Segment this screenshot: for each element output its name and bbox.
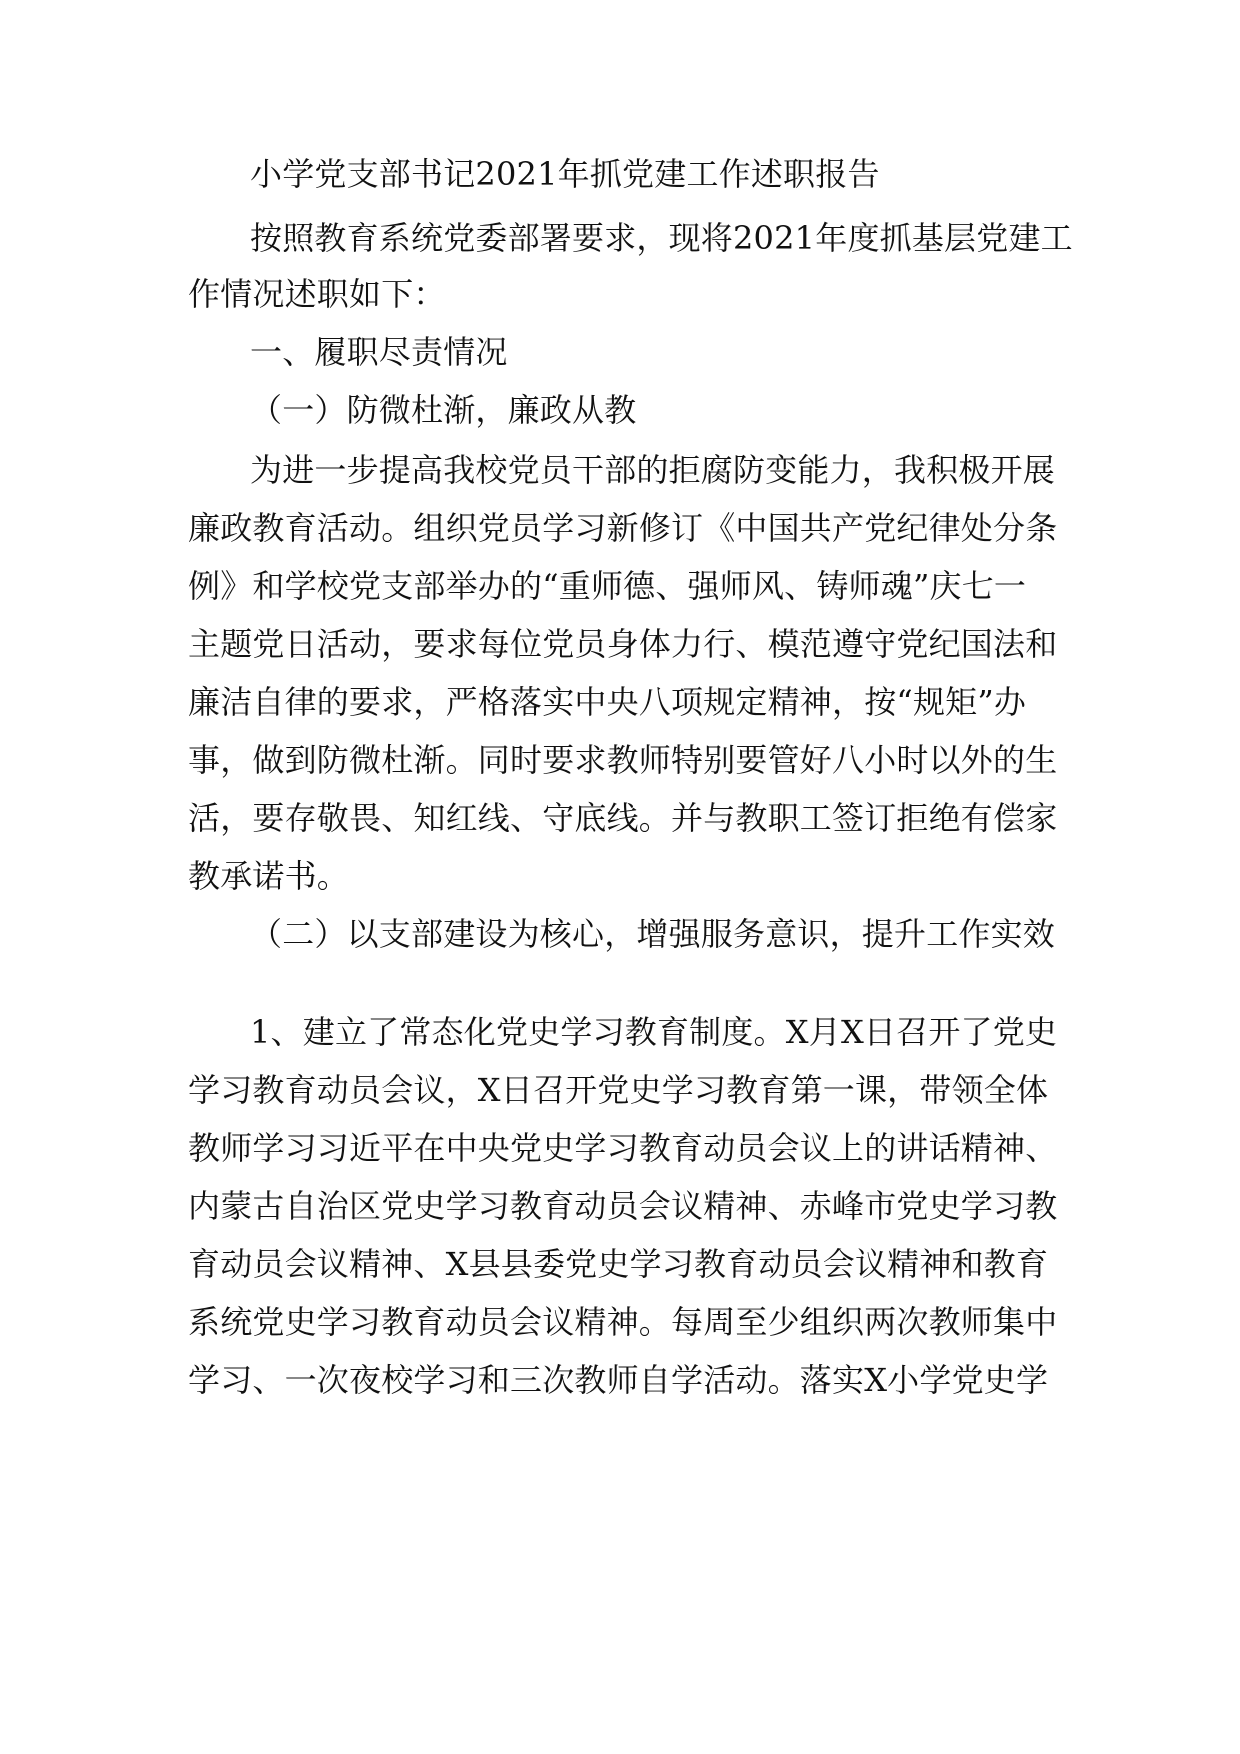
paragraph-line: 学习教育动员会议，X日召开党史学习教育第一课，带领全体	[188, 1071, 1049, 1109]
paragraph-line: 主题党日活动，要求每位党员身体力行、模范遵守党纪国法和	[188, 625, 1058, 663]
paragraph-line: 育动员会议精神、X县县委党史学习教育动员会议精神和教育	[188, 1245, 1049, 1283]
paragraph-line: 教师学习习近平在中央党史学习教育动员会议上的讲话精神、	[188, 1129, 1058, 1167]
document-title: 小学党支部书记2021年抓党建工作述职报告	[250, 155, 880, 193]
section-heading: 一、履职尽责情况	[250, 333, 508, 371]
subsection-heading: （一）防微杜渐，廉政从教	[250, 391, 637, 429]
paragraph-line: 事，做到防微杜渐。同时要求教师特别要管好八小时以外的生	[188, 741, 1058, 779]
paragraph-line: 按照教育系统党委部署要求，现将2021年度抓基层党建工	[250, 219, 1073, 257]
paragraph-line: 廉洁自律的要求，严格落实中央八项规定精神，按“规矩”办	[188, 683, 1027, 721]
paragraph-line: 活，要存敬畏、知红线、守底线。并与教职工签订拒绝有偿家	[188, 799, 1058, 837]
paragraph-line: 为进一步提高我校党员干部的拒腐防变能力，我积极开展	[250, 451, 1056, 489]
paragraph-line: 作情况述职如下：	[188, 275, 446, 313]
paragraph-line: 廉政教育活动。组织党员学习新修订《中国共产党纪律处分条	[188, 509, 1058, 547]
paragraph-line: 系统党史学习教育动员会议精神。每周至少组织两次教师集中	[188, 1303, 1058, 1341]
paragraph-line: 学习、一次夜校学习和三次教师自学活动。落实X小学党史学	[188, 1361, 1049, 1399]
paragraph-line: 教承诺书。	[188, 857, 350, 895]
paragraph-line: 1、建立了常态化党史学习教育制度。X月X日召开了党史	[250, 1013, 1058, 1051]
paragraph-line: 内蒙古自治区党史学习教育动员会议精神、赤峰市党史学习教	[188, 1187, 1058, 1225]
subsection-heading: （二）以支部建设为核心，增强服务意识，提升工作实效	[250, 915, 1056, 953]
paragraph-line: 例》和学校党支部举办的“重师德、强师风、铸师魂”庆七一	[188, 567, 1027, 605]
